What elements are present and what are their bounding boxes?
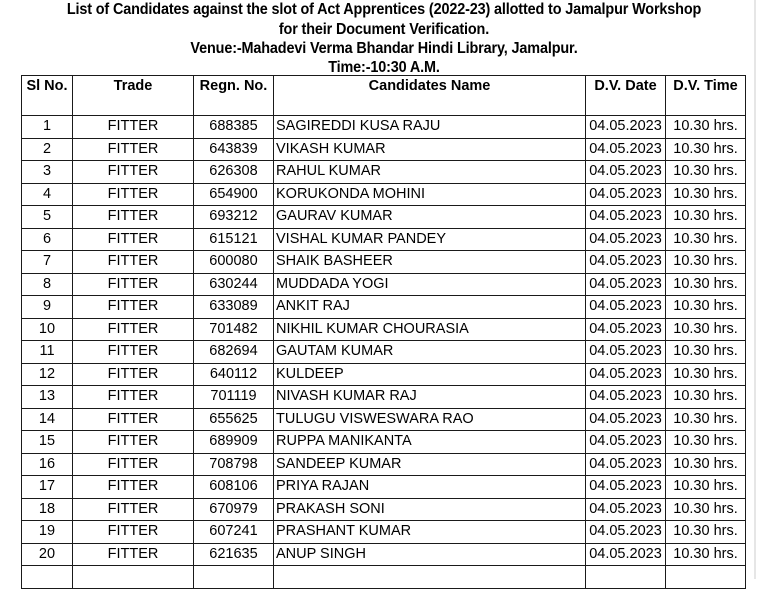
sl-no-cell: 13 bbox=[22, 386, 73, 409]
trade-cell: FITTER bbox=[73, 206, 194, 229]
table-row bbox=[22, 206, 746, 229]
candidate-name-cell: KORUKONDA MOHINI bbox=[274, 183, 586, 206]
regn-no-cell: 670979 bbox=[194, 498, 274, 521]
sl-no-cell: 12 bbox=[22, 363, 73, 386]
empty-cell bbox=[666, 566, 746, 589]
trade-cell: FITTER bbox=[73, 453, 194, 476]
header-dv-time: D.V. Time bbox=[666, 76, 746, 116]
header-dv-date: D.V. Date bbox=[586, 76, 666, 116]
dv-time-cell: 10.30 hrs. bbox=[666, 138, 746, 161]
trade-cell: FITTER bbox=[73, 161, 194, 184]
regn-no-cell: 640112 bbox=[194, 363, 274, 386]
table-row bbox=[22, 521, 746, 544]
table-row bbox=[22, 363, 746, 386]
dv-time-cell: 10.30 hrs. bbox=[666, 206, 746, 229]
dv-date-cell: 04.05.2023 bbox=[586, 453, 666, 476]
trade-cell: FITTER bbox=[73, 296, 194, 319]
regn-no-cell: 608106 bbox=[194, 476, 274, 499]
dv-date-cell: 04.05.2023 bbox=[586, 161, 666, 184]
dv-date-cell: 04.05.2023 bbox=[586, 476, 666, 499]
dv-date-cell: 04.05.2023 bbox=[586, 498, 666, 521]
table-row bbox=[22, 228, 746, 251]
table-row bbox=[22, 183, 746, 206]
table-row bbox=[22, 138, 746, 161]
candidate-name-cell: KULDEEP bbox=[274, 363, 586, 386]
time-line: Time:-10:30 A.M. bbox=[328, 59, 440, 76]
table-row bbox=[22, 116, 746, 139]
table-row bbox=[22, 341, 746, 364]
dv-date-cell: 04.05.2023 bbox=[586, 318, 666, 341]
sl-no-cell: 20 bbox=[22, 543, 73, 566]
sl-no-cell: 15 bbox=[22, 431, 73, 454]
sl-no-cell: 7 bbox=[22, 251, 73, 274]
candidate-name-cell: PRASHANT KUMAR bbox=[274, 521, 586, 544]
regn-no-cell: 621635 bbox=[194, 543, 274, 566]
dv-date-cell: 04.05.2023 bbox=[586, 183, 666, 206]
candidates-table bbox=[21, 75, 746, 589]
dv-date-cell: 04.05.2023 bbox=[586, 296, 666, 319]
table-row bbox=[22, 431, 746, 454]
sl-no-cell: 16 bbox=[22, 453, 73, 476]
dv-time-cell: 10.30 hrs. bbox=[666, 318, 746, 341]
sl-no-cell: 3 bbox=[22, 161, 73, 184]
trade-cell: FITTER bbox=[73, 116, 194, 139]
dv-date-cell: 04.05.2023 bbox=[586, 543, 666, 566]
regn-no-cell: 630244 bbox=[194, 273, 274, 296]
table-row-partial bbox=[22, 566, 746, 589]
dv-time-cell: 10.30 hrs. bbox=[666, 386, 746, 409]
venue-line: Venue:-Mahadevi Verma Bhandar Hindi Library, Jamalpur. bbox=[190, 40, 578, 57]
dv-date-cell: 04.05.2023 bbox=[586, 521, 666, 544]
sl-no-cell: 17 bbox=[22, 476, 73, 499]
table-row bbox=[22, 273, 746, 296]
trade-cell: FITTER bbox=[73, 363, 194, 386]
dv-date-cell: 04.05.2023 bbox=[586, 386, 666, 409]
dv-date-cell: 04.05.2023 bbox=[586, 116, 666, 139]
dv-time-cell: 10.30 hrs. bbox=[666, 408, 746, 431]
header-sl-no: Sl No. bbox=[22, 76, 73, 116]
sl-no-cell: 10 bbox=[22, 318, 73, 341]
empty-cell bbox=[22, 566, 73, 589]
trade-cell: FITTER bbox=[73, 138, 194, 161]
regn-no-cell: 600080 bbox=[194, 251, 274, 274]
dv-date-cell: 04.05.2023 bbox=[586, 251, 666, 274]
sl-no-cell: 4 bbox=[22, 183, 73, 206]
table-row bbox=[22, 386, 746, 409]
dv-date-cell: 04.05.2023 bbox=[586, 341, 666, 364]
candidate-name-cell: GAUTAM KUMAR bbox=[274, 341, 586, 364]
regn-no-cell: 688385 bbox=[194, 116, 274, 139]
table-row bbox=[22, 296, 746, 319]
empty-cell bbox=[194, 566, 274, 589]
dv-time-cell: 10.30 hrs. bbox=[666, 498, 746, 521]
sl-no-cell: 5 bbox=[22, 206, 73, 229]
dv-time-cell: 10.30 hrs. bbox=[666, 296, 746, 319]
regn-no-cell: 682694 bbox=[194, 341, 274, 364]
candidate-name-cell: PRAKASH SONI bbox=[274, 498, 586, 521]
table-row bbox=[22, 543, 746, 566]
trade-cell: FITTER bbox=[73, 408, 194, 431]
candidate-name-cell: GAURAV KUMAR bbox=[274, 206, 586, 229]
dv-time-cell: 10.30 hrs. bbox=[666, 453, 746, 476]
dv-date-cell: 04.05.2023 bbox=[586, 431, 666, 454]
candidate-name-cell: PRIYA RAJAN bbox=[274, 476, 586, 499]
candidate-name-cell: ANUP SINGH bbox=[274, 543, 586, 566]
trade-cell: FITTER bbox=[73, 183, 194, 206]
empty-cell bbox=[274, 566, 586, 589]
dv-date-cell: 04.05.2023 bbox=[586, 228, 666, 251]
dv-time-cell: 10.30 hrs. bbox=[666, 363, 746, 386]
regn-no-cell: 701119 bbox=[194, 386, 274, 409]
dv-time-cell: 10.30 hrs. bbox=[666, 521, 746, 544]
dv-time-cell: 10.30 hrs. bbox=[666, 431, 746, 454]
header-candidate-name: Candidates Name bbox=[274, 76, 586, 116]
dv-date-cell: 04.05.2023 bbox=[586, 206, 666, 229]
trade-cell: FITTER bbox=[73, 386, 194, 409]
trade-cell: FITTER bbox=[73, 318, 194, 341]
sl-no-cell: 18 bbox=[22, 498, 73, 521]
regn-no-cell: 701482 bbox=[194, 318, 274, 341]
page-edge-shadow bbox=[754, 0, 756, 579]
candidate-name-cell: ANKIT RAJ bbox=[274, 296, 586, 319]
candidate-name-cell: NIKHIL KUMAR CHOURASIA bbox=[274, 318, 586, 341]
trade-cell: FITTER bbox=[73, 498, 194, 521]
dv-date-cell: 04.05.2023 bbox=[586, 363, 666, 386]
sl-no-cell: 19 bbox=[22, 521, 73, 544]
header-trade: Trade bbox=[73, 76, 194, 116]
regn-no-cell: 643839 bbox=[194, 138, 274, 161]
header-regn-no: Regn. No. bbox=[194, 76, 274, 116]
table-row bbox=[22, 408, 746, 431]
table-row bbox=[22, 161, 746, 184]
document-title-line-2: for their Document Verification. bbox=[278, 21, 490, 38]
sl-no-cell: 11 bbox=[22, 341, 73, 364]
regn-no-cell: 615121 bbox=[194, 228, 274, 251]
candidate-name-cell: SHAIK BASHEER bbox=[274, 251, 586, 274]
sl-no-cell: 1 bbox=[22, 116, 73, 139]
trade-cell: FITTER bbox=[73, 228, 194, 251]
candidate-name-cell: SANDEEP KUMAR bbox=[274, 453, 586, 476]
candidate-name-cell: RAHUL KUMAR bbox=[274, 161, 586, 184]
dv-date-cell: 04.05.2023 bbox=[586, 273, 666, 296]
trade-cell: FITTER bbox=[73, 431, 194, 454]
trade-cell: FITTER bbox=[73, 476, 194, 499]
empty-cell bbox=[586, 566, 666, 589]
dv-time-cell: 10.30 hrs. bbox=[666, 476, 746, 499]
candidate-name-cell: VISHAL KUMAR PANDEY bbox=[274, 228, 586, 251]
dv-time-cell: 10.30 hrs. bbox=[666, 116, 746, 139]
regn-no-cell: 689909 bbox=[194, 431, 274, 454]
sl-no-cell: 6 bbox=[22, 228, 73, 251]
regn-no-cell: 708798 bbox=[194, 453, 274, 476]
table-row bbox=[22, 453, 746, 476]
regn-no-cell: 626308 bbox=[194, 161, 274, 184]
trade-cell: FITTER bbox=[73, 543, 194, 566]
candidate-name-cell: SAGIREDDI KUSA RAJU bbox=[274, 116, 586, 139]
regn-no-cell: 607241 bbox=[194, 521, 274, 544]
trade-cell: FITTER bbox=[73, 341, 194, 364]
trade-cell: FITTER bbox=[73, 251, 194, 274]
dv-time-cell: 10.30 hrs. bbox=[666, 273, 746, 296]
dv-time-cell: 10.30 hrs. bbox=[666, 183, 746, 206]
regn-no-cell: 654900 bbox=[194, 183, 274, 206]
table-row bbox=[22, 318, 746, 341]
sl-no-cell: 9 bbox=[22, 296, 73, 319]
sl-no-cell: 14 bbox=[22, 408, 73, 431]
empty-cell bbox=[73, 566, 194, 589]
candidate-name-cell: MUDDADA YOGI bbox=[274, 273, 586, 296]
dv-date-cell: 04.05.2023 bbox=[586, 408, 666, 431]
candidate-name-cell: RUPPA MANIKANTA bbox=[274, 431, 586, 454]
sl-no-cell: 8 bbox=[22, 273, 73, 296]
trade-cell: FITTER bbox=[73, 521, 194, 544]
candidate-name-cell: TULUGU VISWESWARA RAO bbox=[274, 408, 586, 431]
dv-time-cell: 10.30 hrs. bbox=[666, 228, 746, 251]
regn-no-cell: 633089 bbox=[194, 296, 274, 319]
candidate-name-cell: NIVASH KUMAR RAJ bbox=[274, 386, 586, 409]
document-title-line-1: List of Candidates against the slot of Act Apprentices (2022-23) allotted to Jamalpur Workshop bbox=[66, 1, 702, 18]
sl-no-cell: 2 bbox=[22, 138, 73, 161]
table-row bbox=[22, 251, 746, 274]
candidate-name-cell: VIKASH KUMAR bbox=[274, 138, 586, 161]
table-row bbox=[22, 498, 746, 521]
table-header-row bbox=[22, 76, 746, 116]
dv-date-cell: 04.05.2023 bbox=[586, 138, 666, 161]
dv-time-cell: 10.30 hrs. bbox=[666, 251, 746, 274]
dv-time-cell: 10.30 hrs. bbox=[666, 161, 746, 184]
regn-no-cell: 693212 bbox=[194, 206, 274, 229]
regn-no-cell: 655625 bbox=[194, 408, 274, 431]
table-row bbox=[22, 476, 746, 499]
dv-time-cell: 10.30 hrs. bbox=[666, 543, 746, 566]
dv-time-cell: 10.30 hrs. bbox=[666, 341, 746, 364]
trade-cell: FITTER bbox=[73, 273, 194, 296]
